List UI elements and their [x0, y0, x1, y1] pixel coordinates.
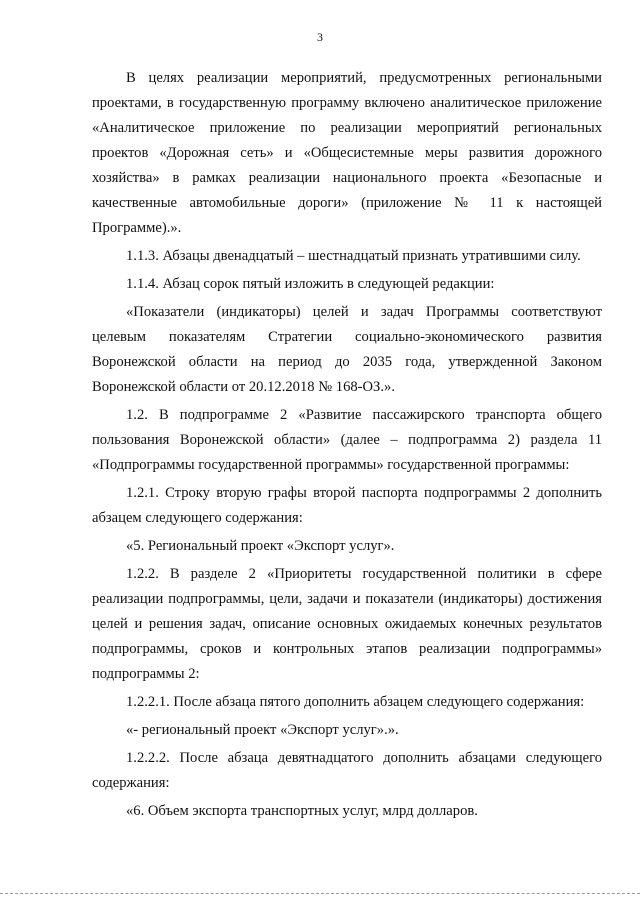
paragraph-regional-project-5: «5. Региональный проект «Экспорт услуг». [126, 538, 395, 554]
paragraph-1-2-1: 1.2.1. Строку вторую графы второй паспорта подпрограммы 2 дополнить абзацем следующего содержания: [92, 485, 602, 526]
paragraph-1-2-2: 1.2.2. В разделе 2 «Приоритеты государственной политики в сфере реализации подпрограммы, цели, задачи и показатели (индикаторы) достижения целей и решения задач, описание основных ожидаемых конечных результатов подпрограммы, сроков и контрольных этапов реализации подпрограммы» подпрограммы 2: [92, 566, 602, 682]
paragraph-analytical-appendix: В целях реализации мероприятий, предусмотренных региональными проектами, в государственную программу включено аналитическое приложение «Аналитическое приложение по реализации мероприятий региональных проектов «Дорожная сеть» и «Общесистемные меры развития дорожного хозяйства» в рамках реализации национального проекта «Безопасные и качественные автомобильные дороги» (приложение № 11 к настоящей Программе).». [92, 70, 602, 236]
paragraph-1-1-4: 1.1.4. Абзац сорок пятый изложить в следующей редакции: [126, 276, 495, 292]
paragraph-export-volume: «6. Объем экспорта транспортных услуг, млрд долларов. [126, 803, 478, 819]
document-body [92, 66, 602, 827]
paragraph-regional-project-export: «- региональный проект «Экспорт услуг».». [126, 722, 399, 738]
paragraph-1-2-2-1: 1.2.2.1. После абзаца пятого дополнить абзацем следующего содержания: [126, 694, 585, 710]
paragraph-1-2-2-2: 1.2.2.2. После абзаца девятнадцатого дополнить абзацами следующего содержания: [92, 750, 602, 791]
paragraph-indicators-quote: «Показатели (индикаторы) целей и задач Программы соответствуют целевым показателям Стратегии социально-экономического развития Воронежской области на период до 2035 года, утвержденной Законом Воронежской области от 20.12.2018 № 168-ОЗ.». [92, 304, 602, 395]
page-number: 3 [317, 30, 323, 44]
bottom-scan-edge [0, 893, 640, 894]
paragraph-1-2: 1.2. В подпрограмме 2 «Развитие пассажирского транспорта общего пользования Воронежской области» (далее – подпрограмма 2) раздела 11 «Подпрограммы государственной программы» государственной программы: [92, 407, 602, 473]
paragraph-1-1-3: 1.1.3. Абзацы двенадцатый – шестнадцатый признать утратившими силу. [126, 248, 581, 264]
